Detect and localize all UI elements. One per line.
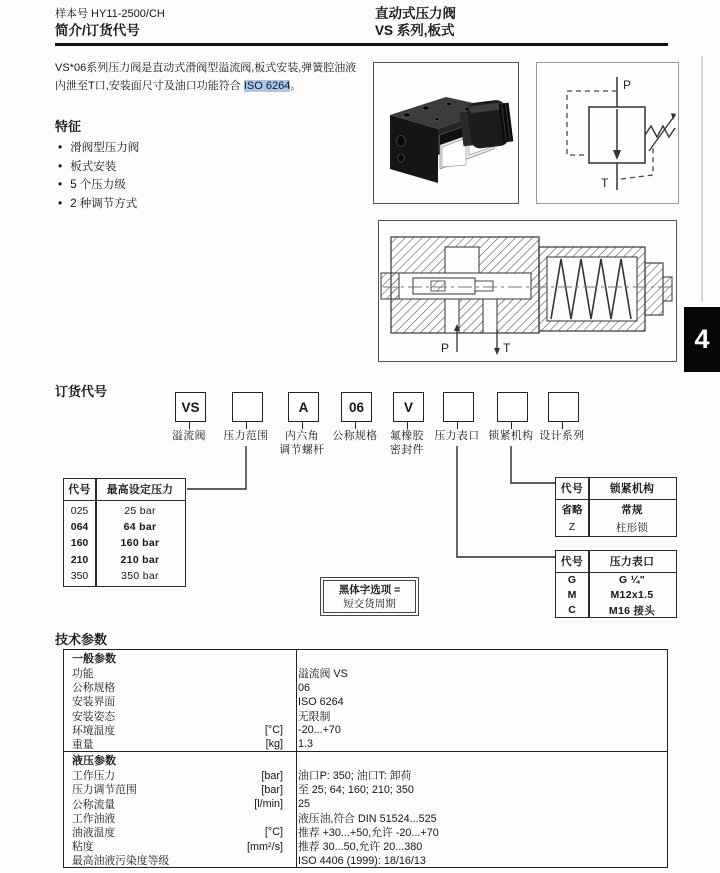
tech-row: 安装界面 ISO 6264 bbox=[72, 695, 344, 709]
tech-section-general: 一般参数 bbox=[72, 653, 116, 665]
intro-paragraph bbox=[55, 59, 380, 95]
table-row: 210 210 bar bbox=[70, 553, 160, 566]
table-row: 160 160 bar bbox=[70, 537, 160, 550]
series-title-line2: VS 系列,板式 bbox=[375, 23, 455, 38]
tick bbox=[302, 422, 303, 429]
order-label-adjustment: 内六角 调节螺杆 bbox=[279, 430, 325, 456]
tick bbox=[407, 422, 408, 429]
symbol-port-p-label: P bbox=[623, 78, 632, 92]
hydraulic-symbol bbox=[536, 62, 679, 204]
table-row: M M12x1.5 bbox=[567, 589, 654, 602]
order-box-valve-type: VS bbox=[175, 392, 206, 422]
bullet-icon: • bbox=[58, 140, 63, 155]
chapter-tab: 4 bbox=[684, 307, 720, 372]
table-divider bbox=[296, 650, 297, 867]
page-edge-line bbox=[701, 56, 703, 302]
catalog-number: 样本号 HY11-2500/CH bbox=[55, 8, 165, 20]
table-row: C M16 接头 bbox=[568, 603, 656, 617]
table-divider bbox=[588, 478, 590, 536]
order-label-design-series: 设计系列 bbox=[539, 430, 585, 442]
order-code-title: 订货代号 bbox=[55, 384, 108, 399]
features-list bbox=[58, 138, 139, 212]
order-box-pressure-range bbox=[232, 392, 263, 422]
table-row: 064 64 bar bbox=[70, 521, 157, 534]
series-title bbox=[375, 5, 456, 39]
header-rule bbox=[55, 43, 668, 46]
order-box-size: 06 bbox=[341, 392, 372, 422]
symbol-port-t-label: T bbox=[601, 176, 609, 190]
section-port-t-label: T bbox=[503, 341, 511, 355]
tech-row: 粘度 [mm²/s] 推荐 30...50,允许 20...380 bbox=[72, 840, 423, 854]
tech-row: 工作油液 液压油,符合 DIN 51524...525 bbox=[72, 812, 437, 825]
tick bbox=[355, 422, 356, 429]
tech-row: 环境温度 [°C] -20...+70 bbox=[72, 724, 341, 737]
feature-item: • 5 个压力级 bbox=[58, 177, 126, 192]
tech-row: 油液温度 [°C] 推荐 +30...+50,允许 -20...+70 bbox=[72, 826, 439, 839]
order-box-seal: V bbox=[393, 392, 424, 422]
section-port-p-label: P bbox=[441, 341, 450, 355]
tech-row: 功能 溢流阀 VS bbox=[72, 668, 348, 680]
tick bbox=[562, 422, 563, 429]
bold-option-note bbox=[320, 577, 419, 616]
table-row: 省略 常规 bbox=[561, 503, 643, 516]
table-divider bbox=[588, 551, 590, 617]
feature-item: • 2 种调节方式 bbox=[58, 195, 138, 210]
tech-data-table bbox=[63, 649, 668, 868]
tech-row: 公称流量 [l/min] 25 bbox=[72, 798, 311, 811]
bullet-icon: • bbox=[58, 195, 63, 210]
tick bbox=[457, 422, 458, 429]
bullet-icon: • bbox=[58, 177, 63, 192]
order-label-locking: 锁紧机构 bbox=[488, 430, 534, 442]
order-label-valve-type: 溢流阀 bbox=[172, 430, 206, 442]
table-row: 025 25 bar bbox=[70, 505, 156, 518]
tech-data-title: 技术参数 bbox=[55, 632, 108, 647]
order-box-design-series bbox=[548, 392, 579, 422]
gauge-port-table: 代号 压力表口 G G ¼" M M12x1.5 C M16 接头 bbox=[555, 550, 677, 618]
table-divider bbox=[95, 479, 97, 586]
table-row: 350 350 bar bbox=[70, 569, 159, 582]
feature-item: • 板式安装 bbox=[58, 158, 117, 173]
note-line1: 黑体字选项 = bbox=[338, 583, 401, 596]
tech-row: 重量 [kg] 1.3 bbox=[72, 738, 314, 751]
features-title: 特征 bbox=[55, 119, 82, 134]
hydraulic-symbol-drawing bbox=[537, 63, 676, 201]
tech-row: 压力调节范围 [bar] 至 25; 64; 160; 210; 350 bbox=[72, 783, 414, 797]
valve-photo bbox=[373, 62, 519, 204]
tech-row: 最高油液污染度等级 ISO 4406 (1999): 18/16/13 bbox=[72, 854, 426, 868]
feature-item: • 滑阀型压力阀 bbox=[58, 140, 140, 155]
valve-photo-drawing bbox=[374, 63, 515, 200]
cross-section-svg bbox=[379, 221, 673, 358]
order-box-locking bbox=[497, 392, 528, 422]
order-label-size: 公称规格 bbox=[332, 430, 378, 442]
tech-row: 安装姿态 无限制 bbox=[72, 710, 331, 723]
order-box-gauge-port bbox=[443, 392, 474, 422]
note-line2: 短交货周期 bbox=[343, 597, 396, 610]
locking-table: 代号 锁紧机构 省略 常规 Z 柱形锁 bbox=[555, 477, 677, 537]
tech-row: 工作压力 [bar] 油口P: 350; 油口T: 卸荷 bbox=[72, 769, 412, 783]
tick bbox=[511, 422, 512, 429]
series-title-line1: 直动式压力阀 bbox=[375, 6, 456, 21]
table-row: G G ¼" bbox=[567, 574, 646, 587]
cross-section-drawing bbox=[378, 220, 677, 362]
order-label-seal: 氟橡胶 密封件 bbox=[390, 430, 424, 456]
tick bbox=[189, 422, 190, 429]
iso-highlight: ISO 6264 bbox=[243, 80, 291, 92]
pressure-range-table: 代号 最高设定压力 025 25 bar 064 64 bar 160 160 bar 210 210 bar 350 350 bar bbox=[63, 478, 186, 587]
order-box-adjustment: A bbox=[288, 392, 319, 422]
order-label-pressure-range: 压力范围 bbox=[223, 430, 269, 442]
page-title: 简介/订货代号 bbox=[55, 23, 140, 38]
intro-line1: VS*06系列压力阀是直动式滑阀型溢流阀,板式安装,弹簧腔油液 bbox=[55, 62, 357, 74]
table-row: Z 柱形锁 bbox=[568, 521, 649, 534]
tick bbox=[246, 422, 247, 429]
order-label-gauge-port: 压力表口 bbox=[434, 430, 480, 442]
tech-row: 公称规格 06 bbox=[72, 681, 311, 695]
intro-line2: 内泄至T口,安装面尺寸及油口功能符合 ISO 6264。 bbox=[55, 80, 302, 92]
tech-section-hydraulic: 液压参数 bbox=[64, 751, 667, 768]
bullet-icon: • bbox=[58, 158, 63, 173]
